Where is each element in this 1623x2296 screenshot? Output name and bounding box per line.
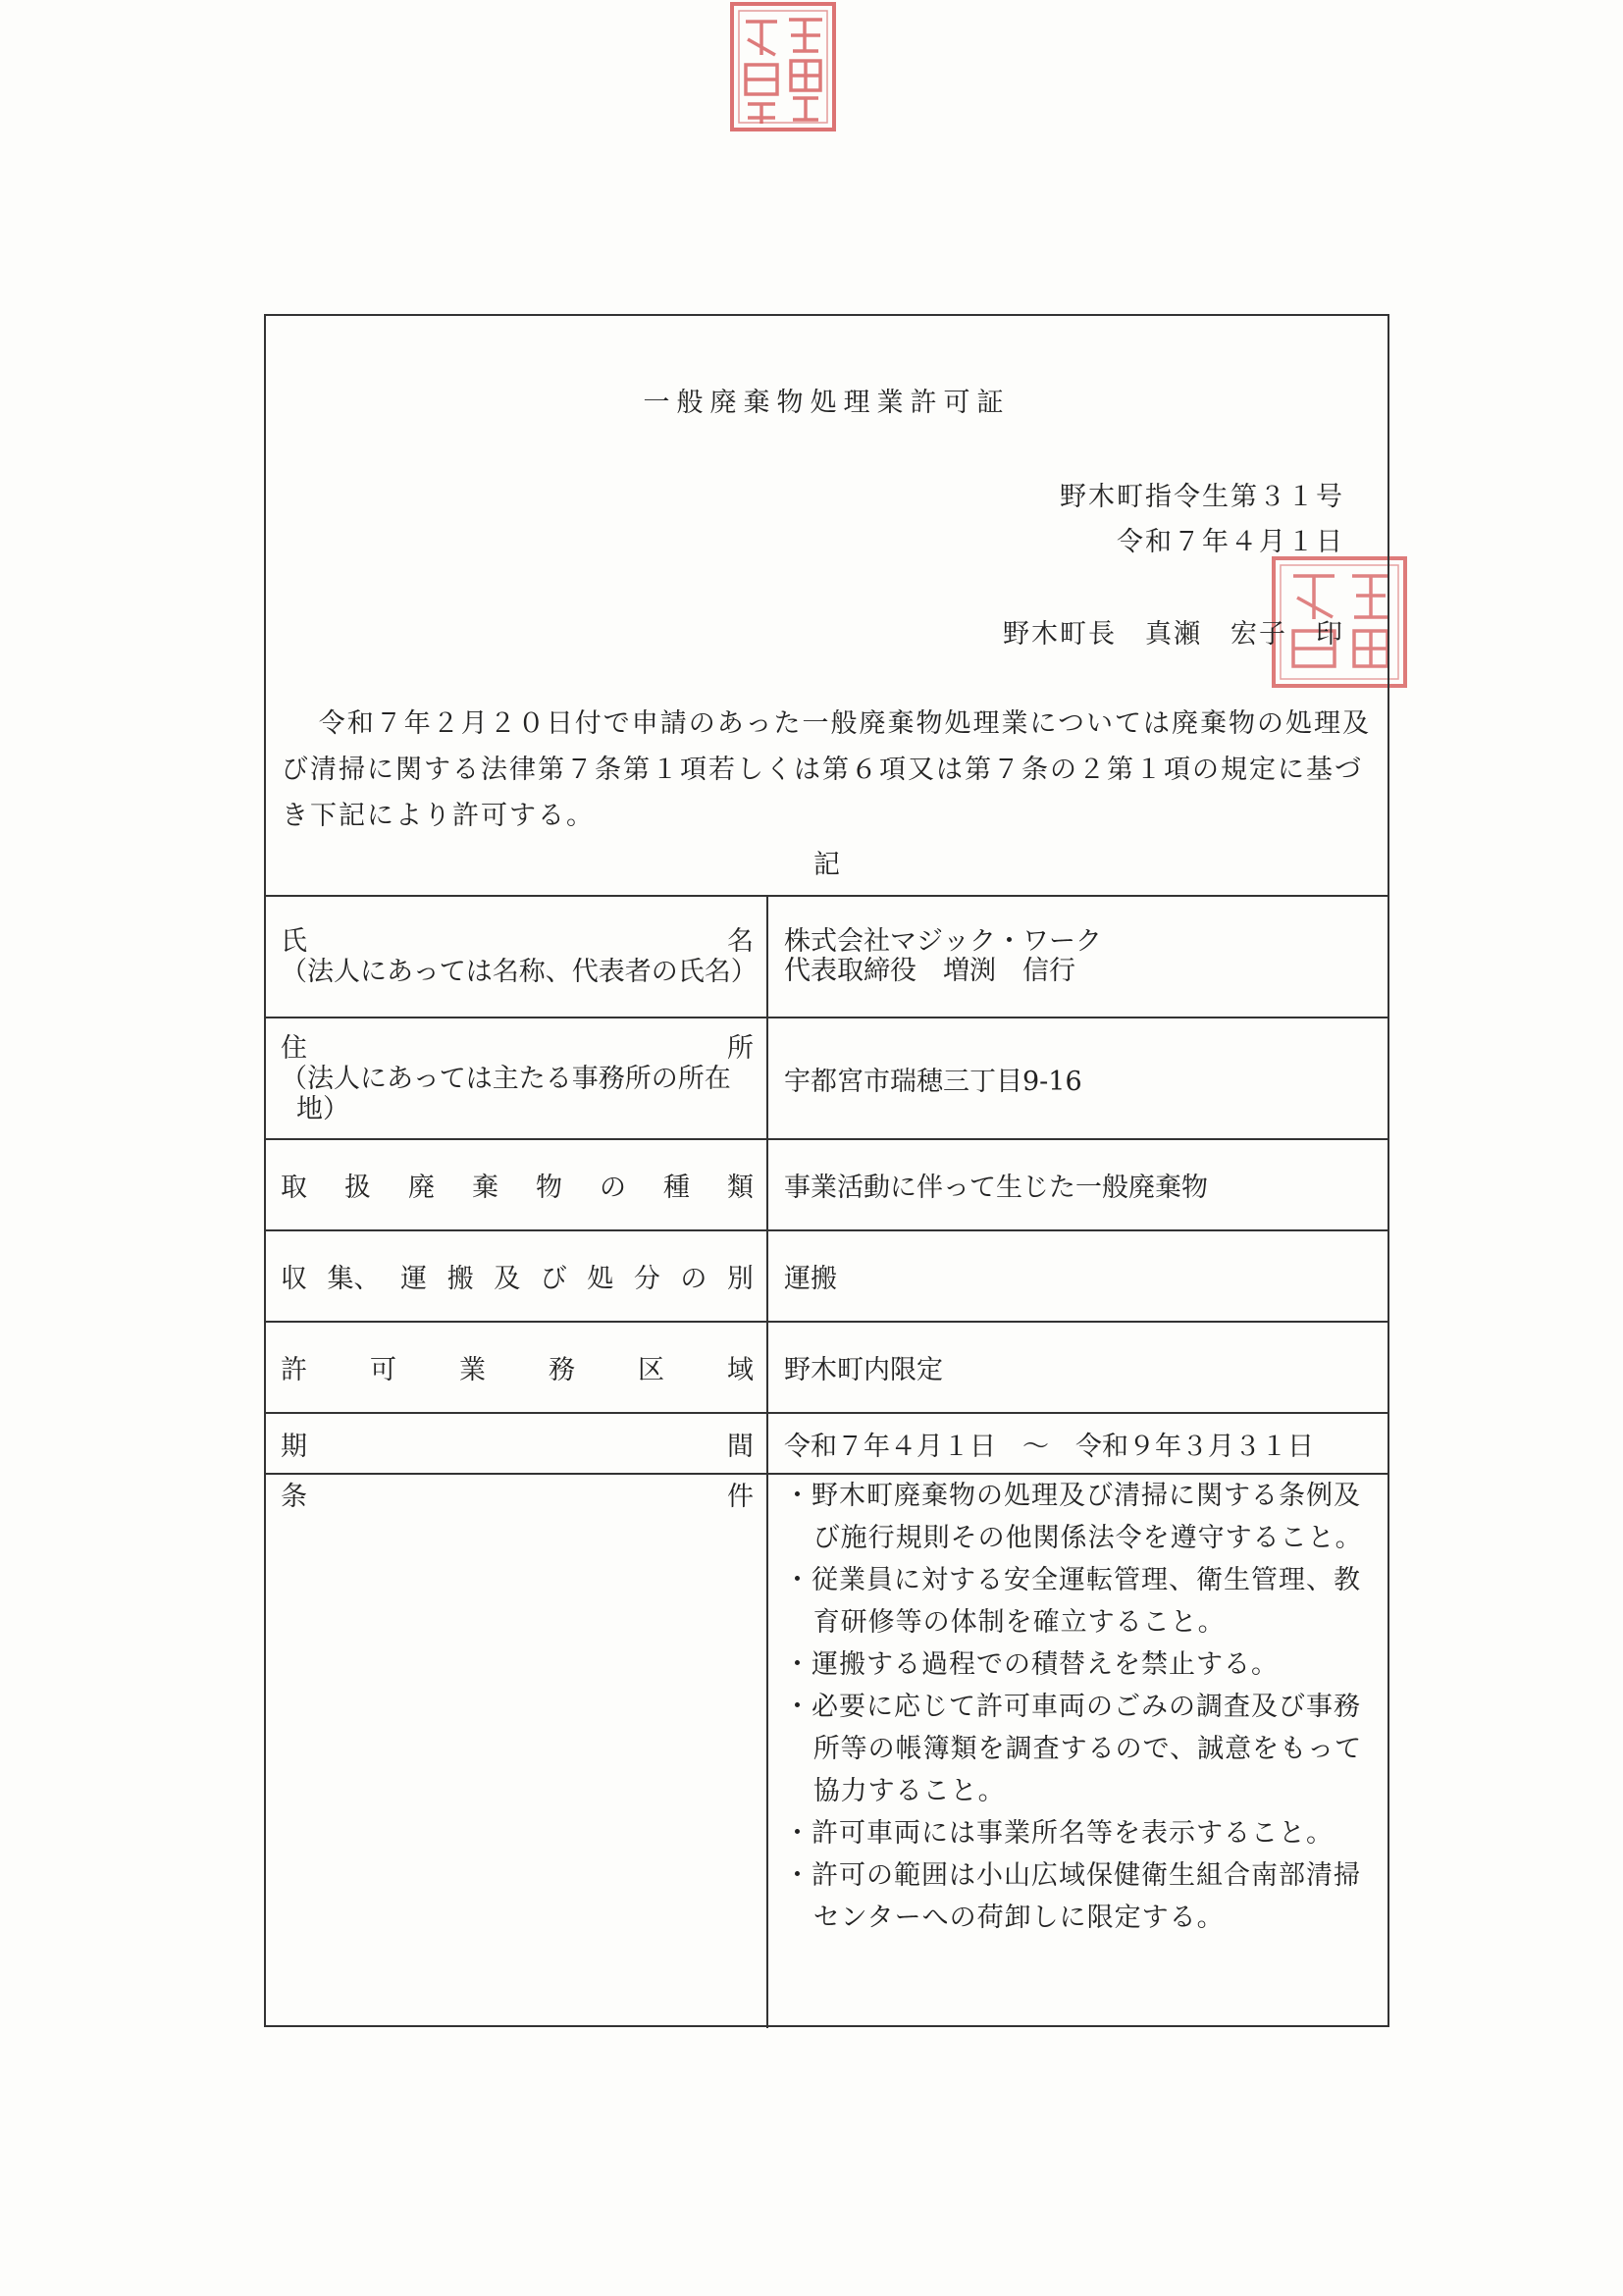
ki-heading: 記 — [813, 850, 840, 880]
permit-intro-text: 令和７年２月２０日付で申請のあった一般廃棄物処理業については廃棄物の処理及び清掃に関する法律第７条第１項若しくは第６項又は第７条の２第１項の規定に基づき下記により許可する。 — [282, 708, 1371, 831]
permit-frame — [264, 314, 1389, 2027]
label-area — [266, 1322, 767, 1413]
condition-item: ・ 従業員に対する安全運転管理、衛生管理、教育研修等の体制を確立すること。 — [784, 1559, 1376, 1644]
conditions-list — [784, 1475, 1376, 1939]
permit-header — [266, 316, 1387, 895]
label-conditions — [266, 1474, 767, 2028]
label-period-end: 間 — [727, 1431, 754, 1462]
label-period — [266, 1413, 767, 1474]
condition-item: ・ 許可の範囲は小山広域保健衛生組合南部清掃センターへの荷卸しに限定する。 — [784, 1854, 1376, 1939]
business-type-label-chars: 収 集、 運 搬 及 び 処 分 の 別 — [281, 1264, 754, 1294]
company-name: 株式会社マジック・ワーク — [784, 926, 1102, 957]
label-name-start: 氏 — [281, 926, 307, 957]
condition-item: ・ 必要に応じて許可車両のごみの調査及び事務所等の帳簿類を調査するので、誠意をもって協力すること。 — [784, 1686, 1376, 1812]
condition-item: ・ 野木町廃棄物の処理及び清掃に関する条例及び施行規則その他関係法令を遵守すること。 — [784, 1475, 1376, 1559]
label-conditions-start: 条 — [281, 1482, 307, 1512]
value-name — [767, 896, 1387, 1018]
permit-details-table — [266, 895, 1387, 2028]
row-conditions — [266, 1474, 1387, 2028]
label-waste-type — [266, 1139, 767, 1230]
value-waste-type: 事業活動に伴って生じた一般廃棄物 — [767, 1139, 1387, 1230]
label-address-end: 所 — [727, 1032, 754, 1064]
label-name-end: 名 — [727, 926, 754, 957]
area-label-chars: 許 可 業 務 区 域 — [281, 1355, 754, 1385]
top-seal — [728, 0, 838, 133]
label-address-note: （法人にあっては主たる事務所の所在地） — [281, 1063, 731, 1124]
waste-type-label-chars: 取 扱 廃 棄 物 の 種 類 — [281, 1173, 754, 1203]
label-name-note: （法人にあっては名称、代表者の氏名） — [281, 957, 758, 987]
row-waste-type — [266, 1139, 1387, 1230]
reference-number: 野木町指令生第３１号 — [1060, 482, 1344, 512]
label-address — [266, 1018, 767, 1139]
row-period — [266, 1413, 1387, 1474]
row-area — [266, 1322, 1387, 1413]
value-business-type: 運搬 — [767, 1230, 1387, 1322]
value-conditions — [767, 1474, 1387, 2028]
issuer-name: 野木町長 真瀬 宏子 印 — [1003, 619, 1344, 650]
label-name — [266, 896, 767, 1018]
row-address — [266, 1018, 1387, 1139]
label-conditions-end: 件 — [727, 1482, 754, 1512]
value-area: 野木町内限定 — [767, 1322, 1387, 1413]
label-address-start: 住 — [281, 1032, 307, 1064]
condition-item: ・ 運搬する過程での積替えを禁止する。 — [784, 1644, 1376, 1686]
condition-item: ・ 許可車両には事業所名等を表示すること。 — [784, 1812, 1376, 1854]
issue-date: 令和７年４月１日 — [1117, 527, 1344, 557]
row-name — [266, 896, 1387, 1018]
row-business-type — [266, 1230, 1387, 1322]
representative-name: 代表取締役 増渕 信行 — [784, 956, 1075, 986]
document-title: 一般廃棄物処理業許可証 — [643, 388, 1011, 418]
value-period: 令和７年４月１日 ～ 令和９年３月３１日 — [767, 1413, 1387, 1474]
label-period-start: 期 — [281, 1431, 307, 1462]
label-business-type — [266, 1230, 767, 1322]
value-address: 宇都宮市瑞穂三丁目9-16 — [767, 1018, 1387, 1139]
